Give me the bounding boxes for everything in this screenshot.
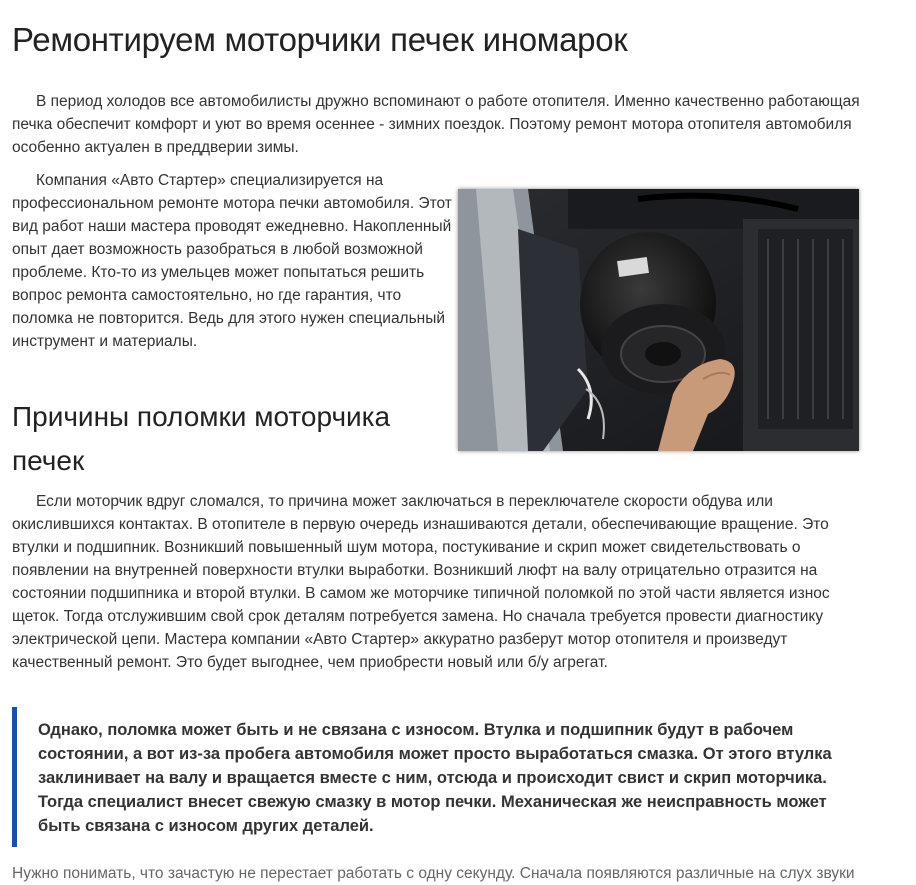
intro-text: В период холодов все автомобилисты дружно вспоминают о работе отопителя. Именно качественно работающая печка обеспечит комфорт и уют во время осеннее - зимних поездок. Поэтому ремонт мотора отопителя автомобиля особенно актуален в преддверии зимы. xyxy=(12,93,860,156)
causes-text: Если моторчик вдруг сломался, то причина может заключаться в переключателе скорости обдува или окислившихся контактах. В отопителе в первую очередь изнашиваются детали, обеспечивающие вращение. Это втулки и подшипник. Возникший повышенный шум мотора, постукивание и скрип может свидетельствовать о появлении на внутренней поверхности втулки выработки. Возникший люфт на валу отрицательно отразится на состоянии подшипника и второй втулки. В самом же моторчике типичной поломкой по этой части является износ щеток. Тогда отслужившим свой срок деталям потребуется замена. Но сначала требуется провести диагностику электрической цепи. Мастера компании «Авто Стартер» аккуратно разберут мотор отопителя и произведут качественный ремонт. Это будет выгоднее, чем приобрести новый или б/у агрегат. xyxy=(12,493,830,671)
heater-motor-illustration xyxy=(458,189,859,451)
cut-off-paragraph: Нужно понимать, что зачастую не перестает работать с одну секунду. Сначала появляются различные на слух звуки xyxy=(12,865,855,882)
quote-text: Однако, поломка может быть и не связана с износом. Втулка и подшипник будут в рабочем состоянии, а вот из-за пробега автомобиля может просто выработаться смазка. От этого втулка заклинивает на валу и вращается вместе с ним, отсюда и происходит свист и скрип моторчика. Тогда специалист внесет свежую смазку в мотор печки. Механическая же неисправность может быть связана с износом других деталей. xyxy=(38,721,832,835)
company-paragraph xyxy=(12,169,452,353)
causes-heading: Причины поломки моторчика печек xyxy=(12,401,391,476)
heater-motor-photo xyxy=(458,189,859,451)
causes-paragraph xyxy=(12,490,860,674)
quote-block xyxy=(12,707,865,847)
page-title: Ремонтируем моторчики печек иномарок xyxy=(12,21,628,58)
company-text: Компания «Авто Стартер» специализируется на профессиональном ремонте мотора печки автомобиля. Этот вид работ наши мастера проводят ежедневно. Накопленный опыт дает возможность разобраться в любой возможной проблеме. Кто-то из умельцев может попытаться решить вопрос ремонта самостоятельно, но где гарантия, что поломка не повторится. Ведь для этого нужен специальный инструмент и материалы. xyxy=(12,172,452,350)
intro-paragraph xyxy=(12,90,860,159)
